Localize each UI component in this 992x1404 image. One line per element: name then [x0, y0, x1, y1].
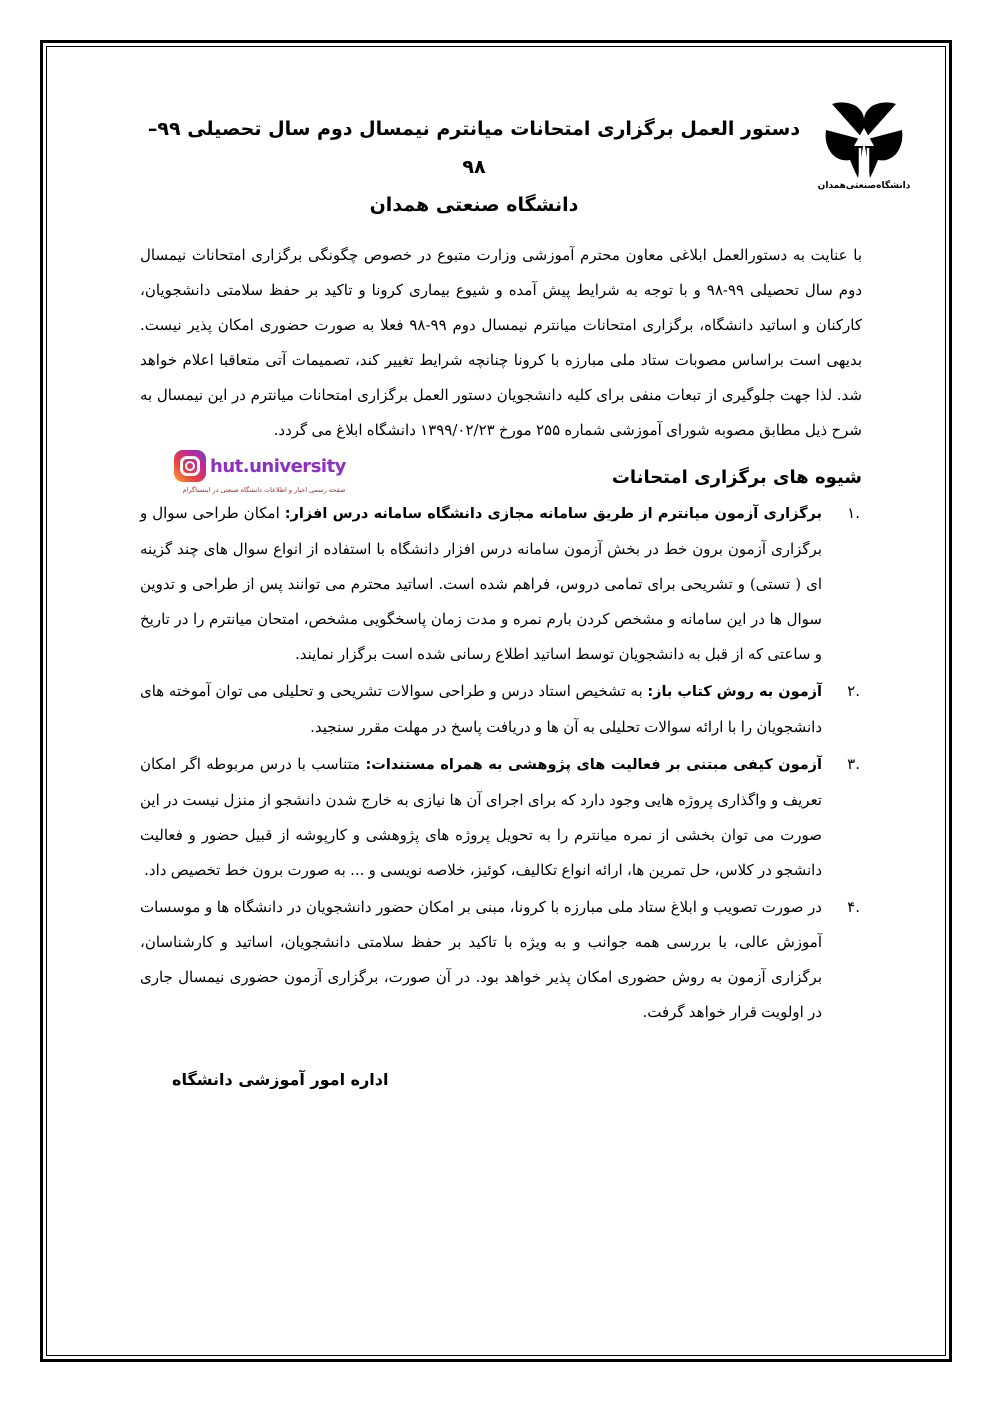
instagram-icon [174, 450, 206, 482]
list-number: ۳. [847, 755, 860, 773]
signature: اداره امور آموزشی دانشگاه [172, 1070, 389, 1089]
section-heading-row [140, 450, 862, 494]
section-heading: شیوه های برگزاری امتحانات [611, 467, 862, 488]
document-title: دستور العمل برگزاری امتحانات میانترم نیمسال دوم سال تحصیلی ۹۹–۹۸ [147, 118, 801, 178]
list-item [140, 890, 860, 1030]
document-header [140, 100, 911, 224]
list-number: ۱. [847, 504, 860, 522]
document-body [140, 100, 911, 1089]
list-item-text: متناسب با درس مربوطه اگر امکان تعریف و واگذاری پروژه هایی وجود دارد که برای اجرای آن ها نیازی به خارج شدن دانشجو از منزل نیست در این صورت می توان بخشی از نمره میانترم را به تحویل پروژه های پژوهشی و کارپوشه از قبیل حضور و فعالیت دانشجو در کلاس، حل تمرین ها، ارائه انواع تکالیف، کوئیز، خلاصه نویسی و ... به صورت برون خط تخصیص داد. [140, 755, 822, 879]
list-number: ۲. [847, 682, 860, 700]
instagram-handle: hut.university [210, 455, 346, 477]
instagram-row [174, 450, 354, 482]
list-item-text: به تشخیص استاد درس و طراحی سوالات تشریحی و تحلیلی می توان آموخته های دانشجویان را با ارائه سوالات تحلیلی به آن ها و دریافت پاسخ در مهلت مقرر سنجید. [140, 682, 822, 736]
instagram-badge [174, 450, 354, 494]
instagram-caption: صفحه رسمی اخبار و اطلاعات دانشگاه صنعتی در اینستاگرام [182, 486, 346, 494]
list-item [140, 674, 860, 745]
logo-caption: دانشگاه‌صنعتی‌همدان [817, 181, 911, 191]
trefoil-logo-icon [824, 100, 904, 180]
list-item-text: در صورت تصویب و ابلاغ ستاد ملی مبارزه با کرونا، مبنی بر امکان حضور دانشجویان در دانشگاه ها و موسسات آموزش عالی، با بررسی همه جوانب و به ویژه با تاکید بر حفظ سلامتی دانشجویان، اساتید و کارشناسان، برگزاری آزمون به روش حضوری امکان پذیر خواهد بود. در آن صورت، برگزاری آزمون حضوری نیمسال جاری در اولویت قرار خواهد گرفت. [140, 898, 822, 1021]
document-titles [140, 100, 808, 224]
list-item-lead: آزمون به روش کتاب باز: [647, 684, 822, 700]
list-item [140, 496, 860, 672]
list-item-text: امکان طراحی سوال و برگزاری آزمون برون خط در بخش آزمون سامانه درس افزار دانشگاه با استفاده از انواع سوال های چند گزینه ای ( تستی) و تشریحی برای تمامی دروس، فراهم شده است. اساتید محترم می توانند پس از طراحی و تدوین سوال ها در این سامانه و مشخص کردن بارم نمره و مدت زمان پاسخگویی مشخص، امتحان میانترم را در تاریخ و ساعتی که از قبل به دانشجویان توسط اساتید اطلاع رسانی شده است برگزار نمایند. [140, 504, 822, 663]
intro-paragraph: با عنایت به دستورالعمل ابلاغی معاون محترم آموزشی وزارت متبوع در خصوص چگونگی برگزاری امتحانات نیمسال دوم سال تحصیلی ۹۹-۹۸ و با توجه به شرایط پیش آمده و شیوع بیماری کرونا و تاکید بر حفظ سلامتی دانشجویان، کارکنان و اساتید دانشگاه، برگزاری امتحانات میانترم نیمسال دوم ۹۹-۹۸ فعلا به صورت حضوری امکان پذیر نیست. بدیهی است براساس مصوبات ستاد ملی مبارزه با کرونا چنانچه شرایط تغییر کند، تصمیمات آتی متعاقبا اعلام خواهد شد. لذا جهت جلوگیری از تبعات منفی برای کلیه دانشجویان دستور العمل برگزاری امتحانات میانترم در این نیمسال به شرح ذیل مطابق مصوبه شورای آموزشی شماره ۲۵۵ مورخ ۱۳۹۹/۰۲/۲۳ دانشگاه ابلاغ می گردد. [140, 246, 863, 439]
list-item [140, 747, 860, 888]
list-number: ۴. [847, 898, 860, 916]
list-item-lead: برگزاری آزمون میانترم از طریق سامانه مجازی دانشگاه سامانه درس افزار: [284, 506, 822, 522]
document-subtitle: دانشگاه صنعتی همدان [369, 194, 579, 216]
university-logo [808, 100, 920, 191]
list-item-lead: آزمون کیفی مبتنی بر فعالیت های پژوهشی به همراه مستندات: [365, 757, 822, 773]
